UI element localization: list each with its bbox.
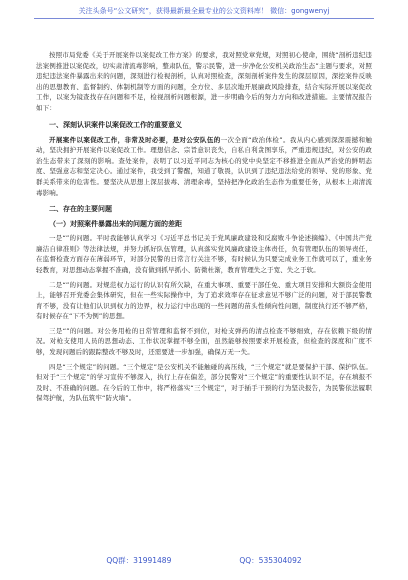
- subsection-1-heading: （一）对照案件暴露出来的问题方面的差距: [49, 220, 182, 229]
- issue-paragraph-4: 四是“三个规定”的问题。“三个规定”是公安机关不能触碰的高压线，“三个规定”就是要保护干部、保护队伍。但对于“三个规定”的学习宣传不够深入，执行上存在偏差，部分民警对“三个规定”的重要性认识不足，存在填报不及时、不准确的问题。在今后的工作中，将严格落实“三个规定”，对于插手干预的行为坚决报告，为民警依法履职保驾护航，为队伍筑牢“防火墙”。: [36, 362, 372, 403]
- intro-paragraph: 按照市局党委《关于开展案件以案促改工作方案》的要求，我对照党章党规，对照初心使命，围绕“剖析违纪违法案例推进以案促改，切实肃清流毒影响，整肃队伍，警示民警，进一步净化公安机关政治生态”主题与要求，对照违纪违法案件暴露出来的问题，深刻进行检视剖析，认真对照检查，深刻剖析案件发生的深层原因，深挖案件反映出的思想教育、监督制约、体制机制等方面的问题，全方位、多层次地开展廉政风险排查，结合实际开展以案促改工作，以案为镜查找存在问题和不足，检视剖析问题根源，进一步明确今后的努力方向和改进措施。主要情况报告如下：: [36, 51, 372, 112]
- section-2-heading: 二、存在的主要问题: [49, 205, 112, 214]
- footer-qq-group: QQ群：31991489: [106, 556, 172, 565]
- footer-qq: QQ：535304092: [239, 556, 302, 565]
- issue-paragraph-2: 二是“”的问题。对规范权力运行的认识有所欠缺，在重大事项、重要干部任免、重大项目安排和大额资金使用上，能够召开党委会集体研究，但在一些实际操作中，为了追求效率存在征求意见不够广泛的问题，对于部民警教育不够，没有让他们认识到权力的边界，权力运行中出现的一些问题的苗头性倾向性问题，制度执行还不够严格，有时候存在“下不为例”的思想。: [36, 280, 372, 321]
- section-1-body: 一次全面“政治体检”。我从内心感到深深震撼和触动，坚决拥护开展案件以案促改工作。理想信念、宗旨意识丧失，自私自利贪图享乐，严重违规违纪，对公安的政治生态带来了深刻的影响。查处案件，表明了以习近平同志为核心的党中央坚定不移推进全面从严治党的鲜明态度、坚强意志和坚定决心。通过案件，我受到了警醒，知道了敬畏，认识到了违纪违法给党的领导、党的形象、党群关系带来的危害性。要坚决从思想上深层拔毒、清理余毒，坚持把净化政治生态作为重要任务，从根本上肃清流毒影响。: [36, 135, 372, 197]
- issue-paragraph-1: 一是“”的问题。平时我能够认真学习《习近平总书记关于党风廉政建设和反腐败斗争论述摘编》、《中国共产党廉洁自律准则》等法律法规，并努力抓好队伍管理，认真落实党风廉政建设主体责任，负有管理队伍的领导责任，在监督检查方面存在薄弱环节，对部分民警的日常言行关注不够，有时候认为只要完成业务工作就可以了，重业务轻教育，对思想动态掌握不准确，没有做到抓早抓小、防微杜渐，教育管理失之于宽、失之于软。: [36, 234, 372, 274]
- section-1-lead: 开展案件以案促改工作，非常及时必要，是对公安队伍的: [49, 135, 221, 144]
- header-banner: 关注头条号“公文研究”，获得最新最全最专业的公文资料库！ 微信：gongwenyj: [78, 7, 330, 15]
- header-rule: [34, 18, 374, 19]
- document-body: [36, 50, 372, 404]
- issue-paragraph-3: 三是“”的问题。对公务用枪的日常管理和监督不到位，对枪支弹药的清点检查不够细致，存在依赖下级的情况。对枪支使用人员的思想动态、工作状况掌握不够全面，虽然能够按照要求开展检查，但检查的深度和广度不够，发现问题后的跟踪整改不够及时，还需要进一步加强，确保万无一失。: [36, 326, 372, 357]
- footer: [0, 556, 408, 566]
- section-1-heading: 一、深刻认识案件以案促改工作的重要意义: [49, 120, 182, 129]
- section-1-paragraph: [36, 135, 372, 199]
